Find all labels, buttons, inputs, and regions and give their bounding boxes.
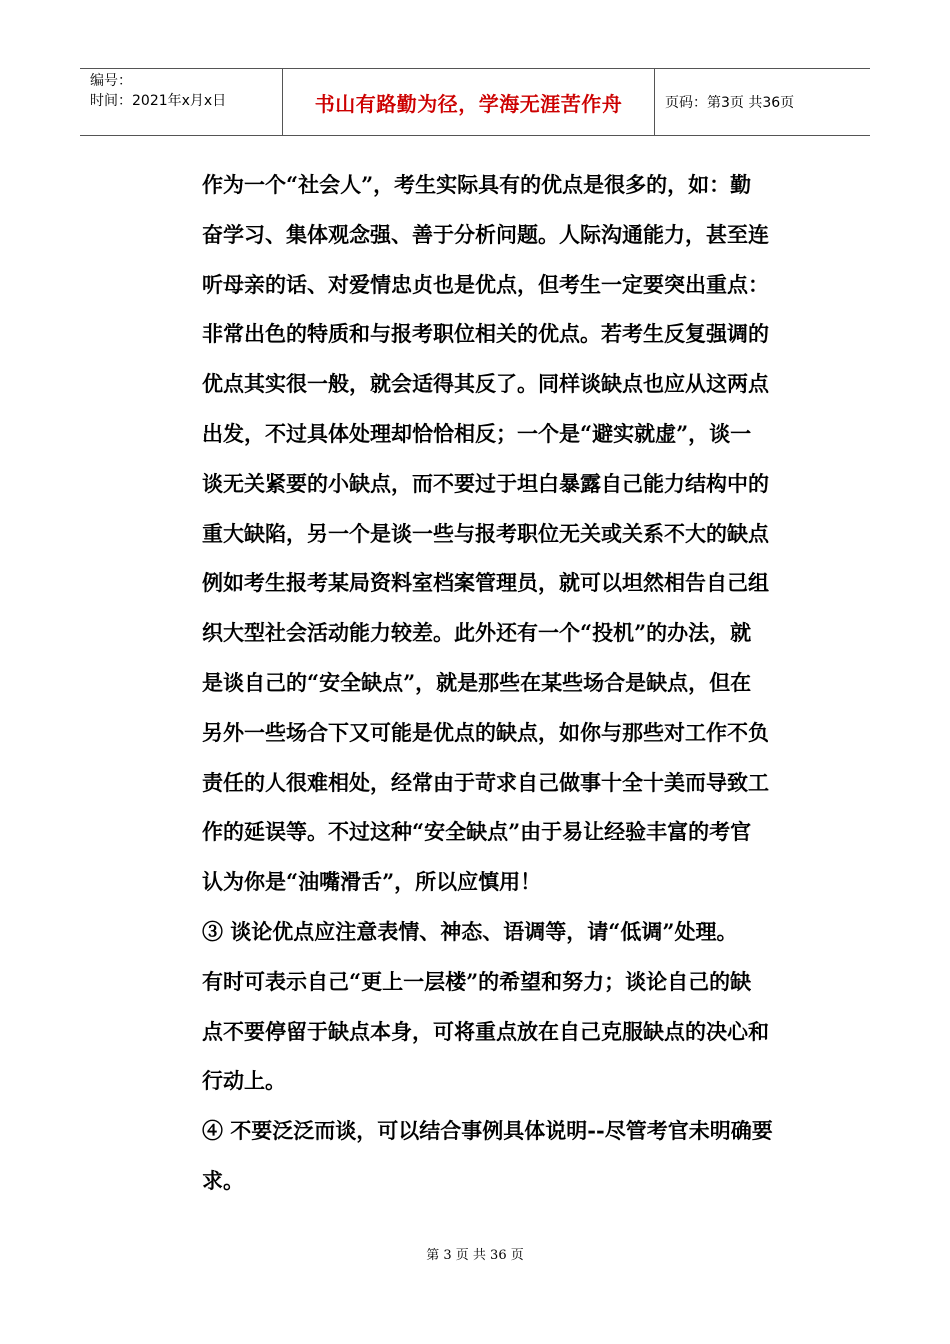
page-footer: 第 3 页 共 36 页 — [426, 1248, 524, 1263]
list-item-4: ④ 不要泛泛而谈，可以结合事例具体说明--尽管考官未明确要 — [202, 1118, 773, 1144]
document-number: 编号： — [90, 73, 132, 89]
text-line: 听母亲的话、对爱情忠贞也是优点，但考生一定要突出重点： — [202, 271, 769, 297]
text-line: 另外一些场合下又可能是优点的缺点，如你与那些对工作不负 — [202, 719, 769, 745]
body-text — [202, 160, 812, 1206]
header-meta — [80, 69, 283, 135]
text-line: 是谈自己的“安全缺点”，就是那些在某些场合是缺点，但在 — [202, 669, 752, 695]
text-line: 责任的人很难相处，经常由于苛求自己做事十全十美而导致工 — [202, 769, 769, 795]
text-line: 织大型社会活动能力较差。此外还有一个“投机”的办法，就 — [202, 620, 752, 646]
header-motto: 书山有路勤为径，学海无涯苦作舟 — [314, 91, 623, 116]
text-line: 例如考生报考某局资料室档案管理员，就可以坦然相告自己组 — [202, 570, 769, 596]
list-item-3: ③ 谈论优点应注意表情、神态、语调等，请“低调”处理。 — [202, 918, 738, 944]
header-motto-cell — [283, 69, 655, 135]
document-date: 时间：2021年x月x日 — [90, 93, 227, 109]
text-line: 出发，不过具体处理却恰恰相反；一个是“避实就虚”，谈一 — [202, 420, 752, 446]
text-line: 点不要停留于缺点本身，可将重点放在自己克服缺点的决心和 — [202, 1018, 769, 1044]
text-line: 谈无关紧要的小缺点，而不要过于坦白暴露自己能力结构中的 — [202, 470, 769, 496]
page-header — [80, 68, 870, 136]
text-line: 求。 — [202, 1167, 244, 1193]
header-page-info: 页码：第3页 共36页 — [665, 95, 795, 111]
text-line: 作的延误等。不过这种“安全缺点”由于易让经验丰富的考官 — [202, 819, 752, 845]
text-line: 作为一个“社会人”，考生实际具有的优点是很多的，如：勤 — [202, 172, 752, 197]
text-line: 奋学习、集体观念强、善于分析问题。人际沟通能力，甚至连 — [202, 221, 769, 247]
text-line: 认为你是“油嘴滑舌”，所以应慎用！ — [202, 869, 542, 895]
text-line: 重大缺陷，另一个是谈一些与报考职位无关或关系不大的缺点 — [202, 520, 769, 546]
text-line: 行动上。 — [202, 1068, 286, 1094]
text-line: 优点其实很一般，就会适得其反了。同样谈缺点也应从这两点 — [202, 371, 769, 397]
text-line: 有时可表示自己“更上一层楼”的希望和努力；谈论自己的缺 — [202, 968, 752, 994]
text-line: 非常出色的特质和与报考职位相关的优点。若考生反复强调的 — [202, 321, 769, 347]
